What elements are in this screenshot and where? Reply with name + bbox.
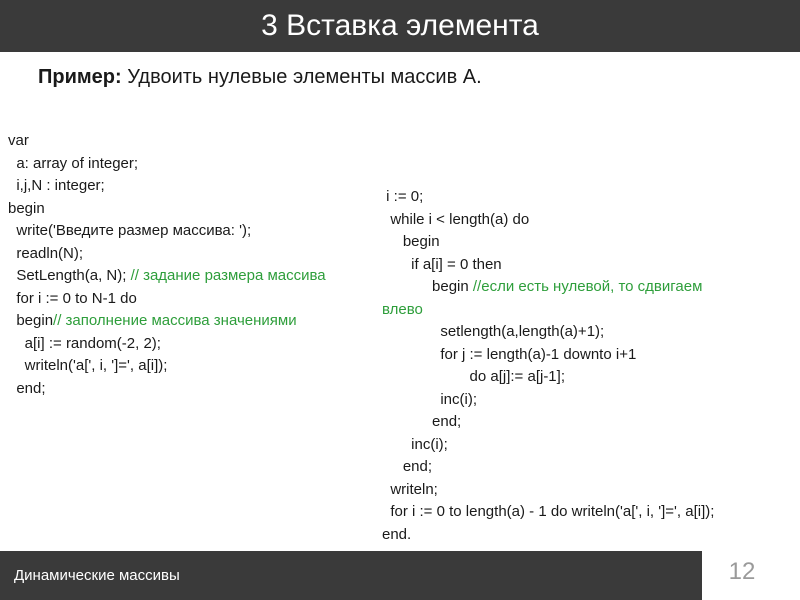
code-text: end; [8, 379, 46, 397]
code-text: a[i] := random(-2, 2); [8, 334, 161, 352]
code-block-right [382, 186, 714, 546]
code-block-left [8, 130, 326, 400]
code-line [382, 209, 714, 232]
page-number: 12 [728, 558, 756, 585]
code-comment: // заполнение массива значениями [53, 312, 297, 329]
slide-title: 3 Вставка элемента [261, 9, 539, 42]
code-line [382, 479, 714, 502]
code-line [8, 198, 326, 221]
code-text: begin [8, 312, 54, 329]
code-text: a: array of integer; [8, 154, 139, 172]
code-text: end; [382, 458, 433, 475]
slide-title-bar [0, 0, 800, 52]
code-text: inc(i); [382, 390, 478, 408]
code-line [382, 276, 714, 299]
code-line [382, 344, 714, 367]
example-text: Удвоить нулевые элементы массив А. [127, 66, 482, 88]
code-text: begin [8, 199, 45, 217]
code-text: end; [382, 413, 462, 430]
code-line [382, 389, 714, 412]
code-line [382, 321, 714, 344]
code-line [8, 130, 326, 153]
code-text: write('Введите размер массива: '); [8, 222, 252, 239]
code-text: begin [382, 278, 473, 295]
code-line [8, 175, 326, 198]
code-line [382, 501, 714, 524]
code-text: writeln; [382, 480, 438, 498]
code-text: do a[j]:= a[j-1]; [382, 368, 565, 385]
code-line [382, 186, 714, 209]
code-text: i,j,N : integer; [8, 177, 105, 194]
code-line [382, 434, 714, 457]
code-text: begin [382, 233, 440, 250]
code-text: end. [382, 525, 412, 543]
code-line [382, 231, 714, 254]
code-line [8, 355, 326, 378]
code-line [8, 288, 326, 311]
code-line [382, 456, 714, 479]
code-text: setlength(a,length(a)+1); [382, 323, 605, 340]
code-line [382, 299, 714, 322]
code-line [382, 411, 714, 434]
code-line [8, 220, 326, 243]
code-line [8, 243, 326, 266]
code-text: SetLength(a, N); [8, 267, 131, 284]
code-text: i := 0; [382, 188, 424, 205]
example-label: Пример: [38, 66, 122, 88]
code-comment: влево [382, 300, 423, 318]
code-line [382, 524, 714, 547]
code-text: var [8, 132, 29, 149]
example-line [38, 66, 482, 89]
code-text: while i < length(a) do [382, 210, 530, 228]
code-text: for i := 0 to length(a) - 1 do writeln('a[', i, ']=', a[i]); [382, 503, 715, 520]
code-line [8, 333, 326, 356]
code-line [382, 254, 714, 277]
code-text: for i := 0 to N-1 do [8, 289, 137, 307]
code-comment: //если есть нулевой, то сдвигаем [472, 278, 703, 295]
footer-text: Динамические массивы [14, 567, 180, 584]
code-text: for j := length(a)-1 downto i+1 [382, 345, 637, 363]
code-text: readln(N); [8, 244, 84, 262]
code-text: inc(i); [382, 435, 448, 453]
code-line [8, 265, 326, 288]
code-comment: // задание размера массива [130, 267, 326, 284]
code-text: writeln('a[', i, ']=', a[i]); [8, 357, 168, 374]
code-line [8, 153, 326, 176]
code-line [8, 310, 326, 333]
code-line [8, 378, 326, 401]
code-text: if a[i] = 0 then [382, 255, 502, 273]
footer-bar [0, 551, 702, 600]
code-line [382, 366, 714, 389]
